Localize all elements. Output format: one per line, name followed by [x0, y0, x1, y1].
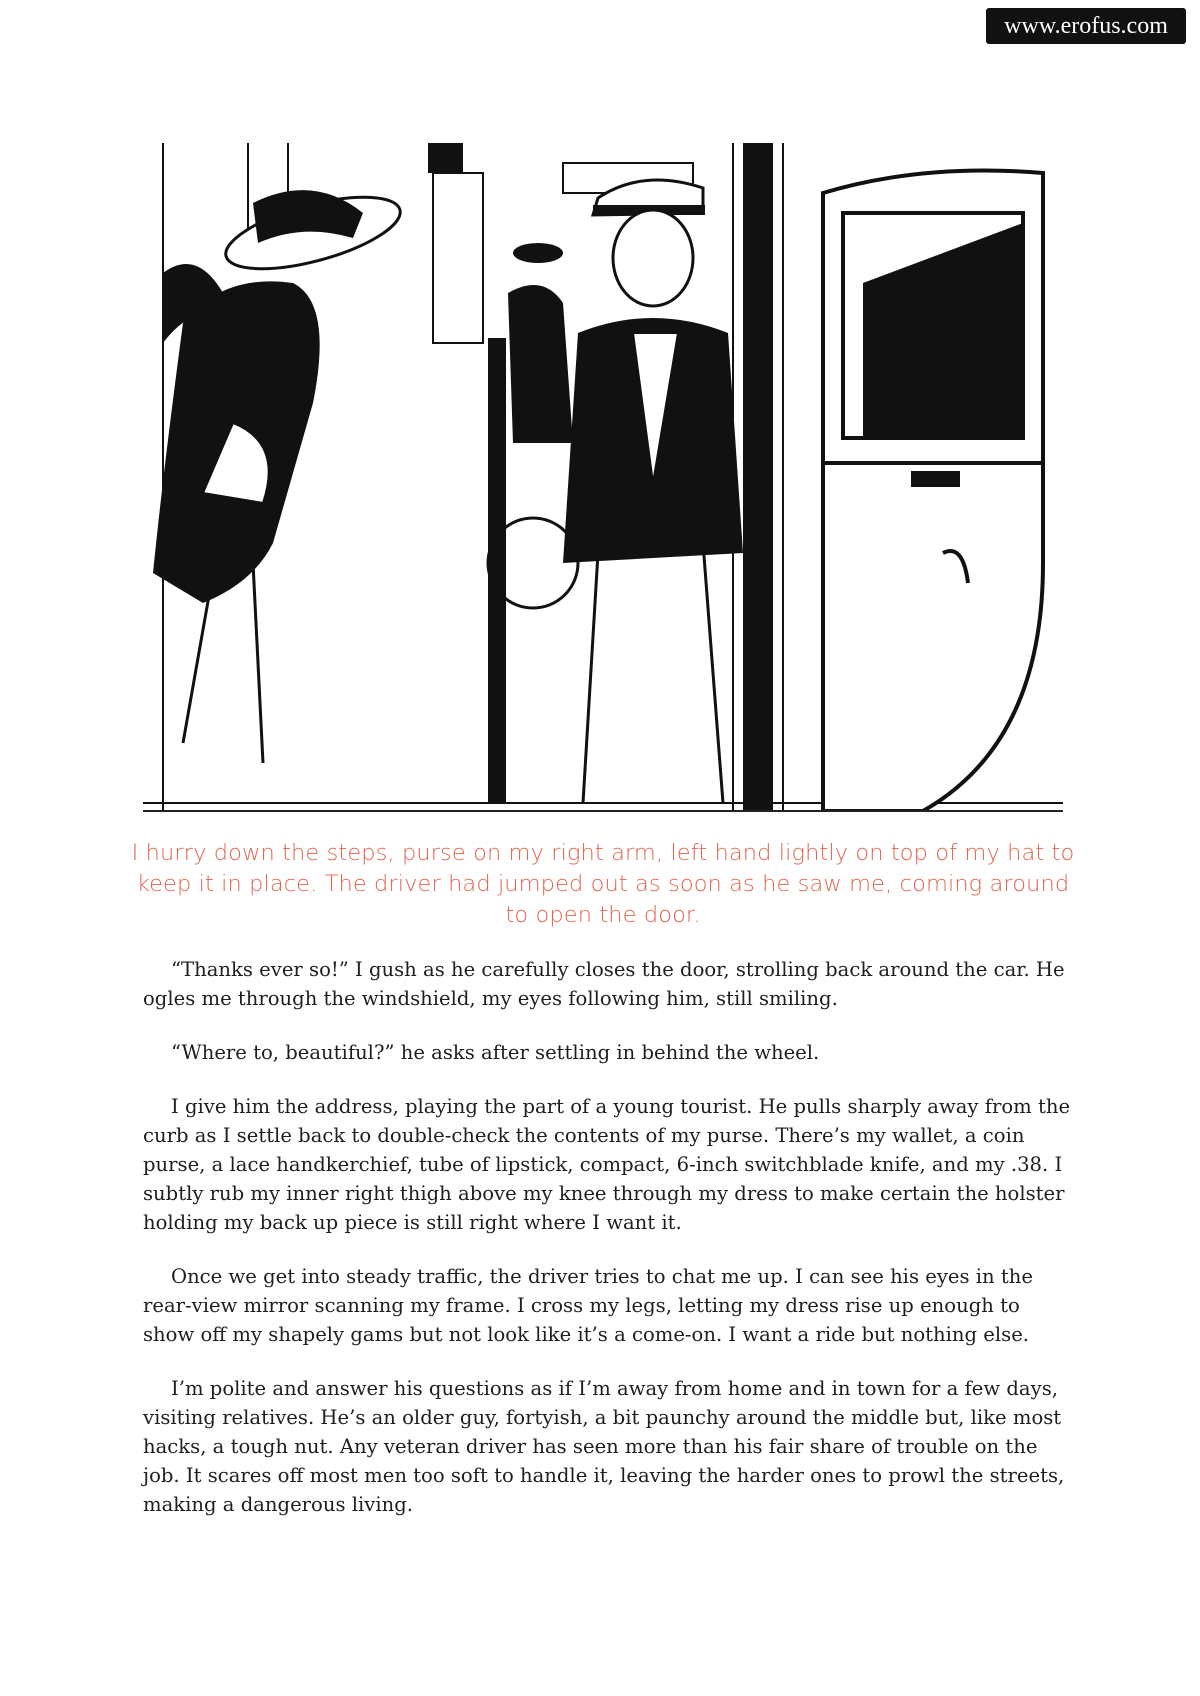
caption-divider [143, 810, 1063, 812]
paragraph: I give him the address, playing the part of a young tourist. He pulls sharply away from the curb as I settle back to double-check the contents of my purse. There’s my wallet, a coin purse, a lace handkerchief, tube of lipstick, compact, 6-inch switchblade knife, and my .38. I subtly rub my inner right thigh above my knee through my dress to make certain the holster holding my back up piece is still right where I want it. [143, 1095, 1071, 1234]
watermark-badge: www.erofus.com [986, 8, 1186, 44]
paragraph: I’m polite and answer his questions as if I’m away from home and in town for a few days, visiting relatives. He’s an older guy, fortyish, a bit paunchy around the middle but, like most hacks, a tough nut. Any veteran driver has seen more than his fair share of trouble on the job. It scares off most men too soft to handle it, leaving the harder ones to prowl the streets, making a dangerous living. [143, 1377, 1065, 1516]
car-door [823, 171, 1043, 812]
paragraph: “Where to, beautiful?” he asks after settling in behind the wheel. [171, 1041, 820, 1064]
comic-illustration [143, 143, 1063, 811]
story-body [143, 955, 1073, 1544]
illustration-drawing [143, 143, 1063, 811]
caption-text: I hurry down the steps, purse on my right arm, left hand lightly on top of my hat to keep it in place. The driver had jumped out as soon as he saw me, coming around to open the door. [131, 840, 1075, 928]
paragraph: Once we get into steady traffic, the driver tries to chat me up. I can see his eyes in the rear-view mirror scanning my frame. I cross my legs, letting my dress rise up enough to show off my shapely gams but not look like it’s a come-on. I want a ride but nothing else. [143, 1265, 1033, 1346]
paragraph: “Thanks ever so!” I gush as he carefully closes the door, strolling back around the car. He ogles me through the windshield, my eyes following him, still smiling. [143, 958, 1065, 1010]
